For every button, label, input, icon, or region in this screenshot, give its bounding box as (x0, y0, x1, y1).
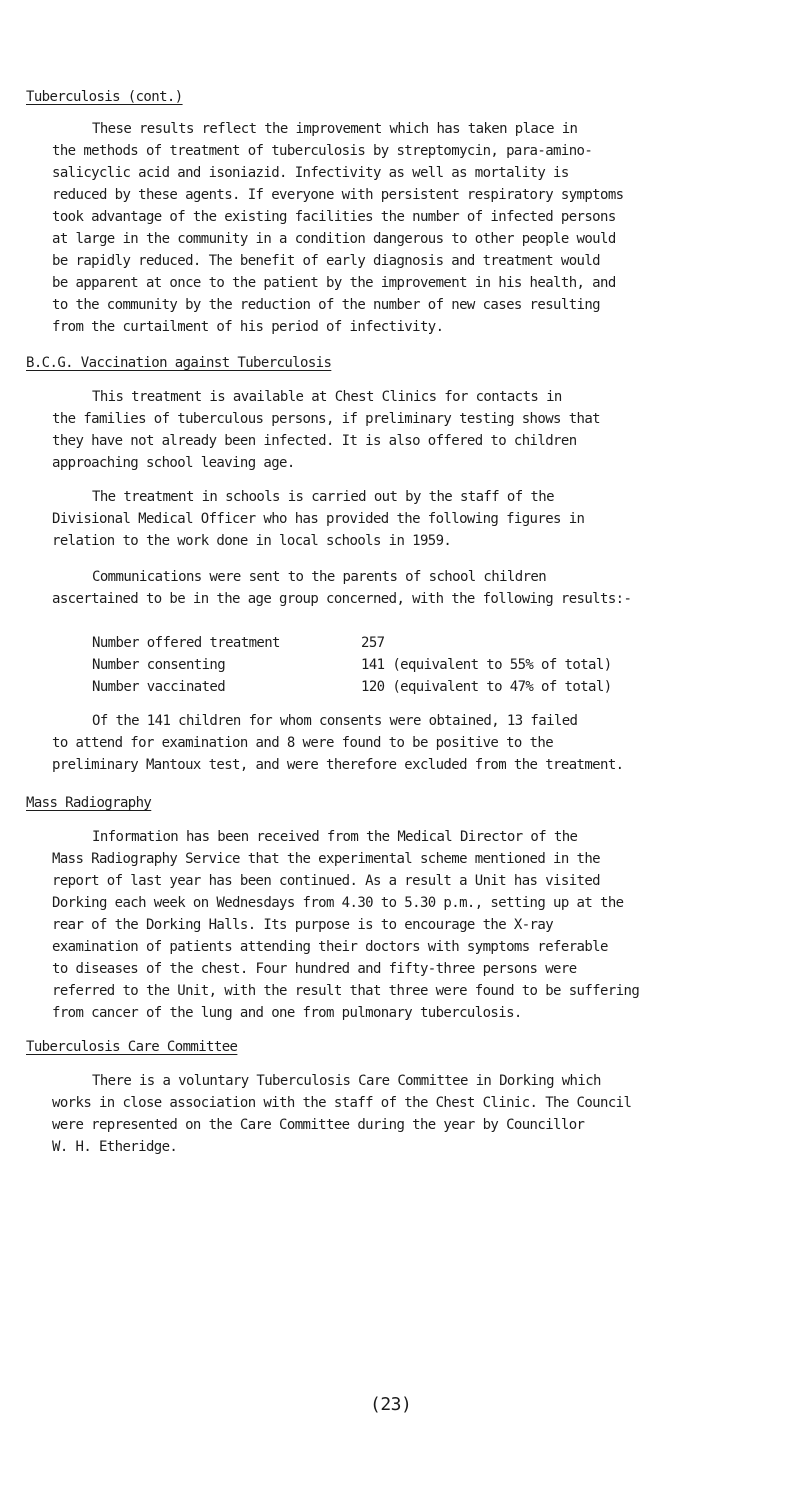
bcg-para4-line: preliminary Mantoux test, and were therefore excluded from the treatment. (52, 757, 624, 773)
bcg-para4-line: Of the 141 children for whom consents were obtained, 13 failed (92, 713, 578, 729)
stat-value: 141 (equivalent to 55% of total) (361, 657, 612, 673)
page-number: (23) (370, 1394, 412, 1415)
mass-para-line: referred to the Unit, with the result that three were found to be suffering (52, 983, 640, 999)
bcg-para1-line: they have not already been infected. It is also offered to children (52, 433, 577, 449)
stat-label: Number consenting (92, 657, 226, 673)
mass-para-line: examination of patients attending their doctors with symptoms referable (52, 939, 608, 955)
mass-para-line: rear of the Dorking Halls. Its purpose is to encourage the X-ray (52, 917, 554, 933)
section-heading-tuberculosis: Tuberculosis (cont.) (26, 89, 183, 105)
para1-line: to the community by the reduction of the number of new cases resulting (52, 297, 601, 313)
bcg-para2-line: The treatment in schools is carried out by the staff of the (92, 489, 554, 505)
mass-para-line: Information has been received from the Medical Director of the (92, 829, 578, 845)
stat-value: 257 (361, 635, 385, 651)
bcg-para4-line: to attend for examination and 8 were found to be positive to the (52, 735, 554, 751)
para1-line: These results reflect the improvement which has taken place in (92, 121, 578, 137)
committee-para-line: were represented on the Care Committee during the year by Councillor (52, 1117, 585, 1133)
section-heading-care-committee: Tuberculosis Care Committee (26, 1039, 238, 1055)
bcg-para1-line: This treatment is available at Chest Clinics for contacts in (92, 389, 562, 405)
bcg-para2-line: Divisional Medical Officer who has provided the following figures in (52, 511, 585, 527)
para1-line: the methods of treatment of tuberculosis by streptomycin, para-amino- (52, 143, 593, 159)
committee-para-line: W. H. Etheridge. (52, 1139, 178, 1155)
bcg-para1-line: the families of tuberculous persons, if preliminary testing shows that (52, 411, 601, 427)
para1-line: reduced by these agents. If everyone with persistent respiratory symptoms (52, 187, 624, 203)
para1-line: be apparent at once to the patient by the improvement in his health, and (52, 275, 616, 291)
stat-label: Number vaccinated (92, 679, 226, 695)
para1-line: be rapidly reduced. The benefit of early diagnosis and treatment would (52, 253, 601, 269)
committee-para-line: works in close association with the staff of the Chest Clinic. The Council (52, 1095, 632, 1111)
section-heading-bcg: B.C.G. Vaccination against Tuberculosis (26, 355, 332, 371)
para1-line: from the curtailment of his period of infectivity. (52, 319, 444, 335)
section-heading-mass-radiography: Mass Radiography (26, 795, 152, 811)
mass-para-line: to diseases of the chest. Four hundred and fifty-three persons were (52, 961, 577, 977)
bcg-para3-line: ascertained to be in the age group concerned, with the following results:- (52, 591, 632, 607)
para1-line: salicyclic acid and isoniazid. Infectivity as well as mortality is (52, 165, 569, 181)
committee-para-line: There is a voluntary Tuberculosis Care Committee in Dorking which (92, 1073, 601, 1089)
stat-value: 120 (equivalent to 47% of total) (361, 679, 612, 695)
mass-para-line: from cancer of the lung and one from pulmonary tuberculosis. (52, 1005, 522, 1021)
bcg-para1-line: approaching school leaving age. (52, 455, 295, 471)
mass-para-line: Dorking each week on Wednesdays from 4.30 to 5.30 p.m., setting up at the (52, 895, 624, 911)
para1-line: at large in the community in a condition dangerous to other people would (52, 231, 616, 247)
bcg-para3-line: Communications were sent to the parents of school children (92, 569, 547, 585)
bcg-para2-line: relation to the work done in local schools in 1959. (52, 533, 452, 549)
para1-line: took advantage of the existing facilities the number of infected persons (52, 209, 616, 225)
mass-para-line: report of last year has been continued. As a result a Unit has visited (52, 873, 601, 889)
mass-para-line: Mass Radiography Service that the experimental scheme mentioned in the (52, 851, 601, 867)
stat-label: Number offered treatment (92, 635, 280, 651)
